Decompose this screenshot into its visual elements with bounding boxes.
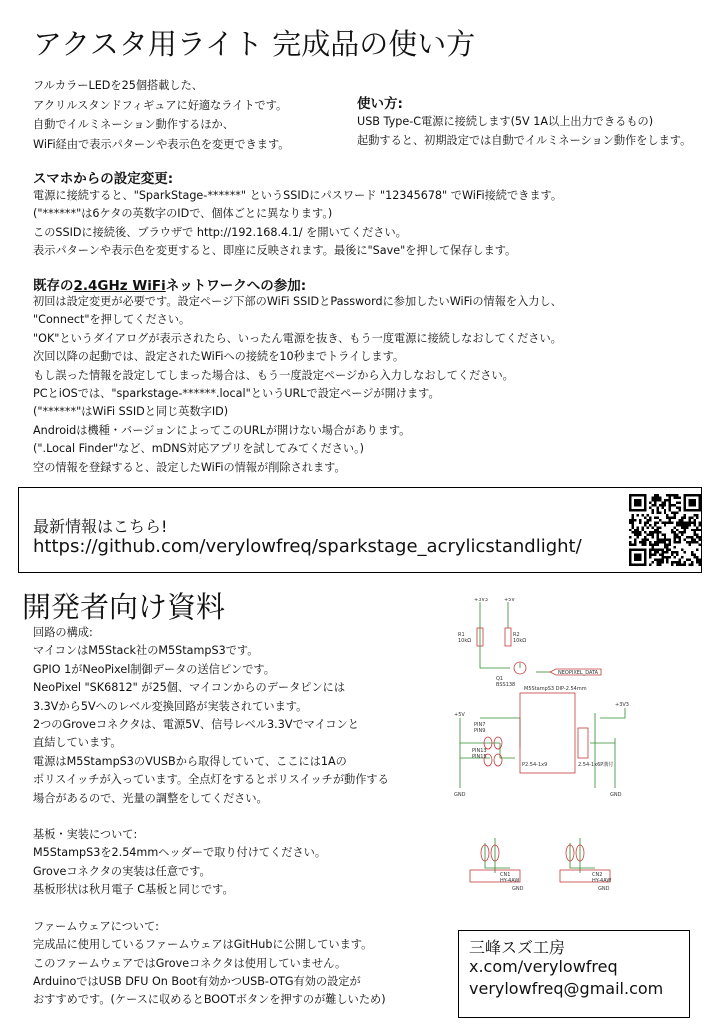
intro-line: フルカラーLEDを25個搭載した、 (33, 79, 203, 92)
wifi-text (33, 293, 562, 477)
intro-line: 自動でイルミネーション動作するほか、 (33, 118, 234, 131)
firmware-line: ArduinoではUSB DFU On Boot有効かつUSB-OTG有効の設定が (33, 974, 361, 988)
sch-label: GND (454, 792, 466, 798)
firmware-line: おすすめです。(ケースに収めるとBOOTボタンを押すのが難しいため) (33, 993, 386, 1007)
sch-label: 2.54-1x6P溝付 (578, 762, 614, 768)
wifi-line: 次回以降の起動では、設定されたWiFiへの接続を10秒までトライします。 (33, 350, 405, 364)
developer-text (33, 624, 389, 1010)
board-line: M5StampS3を2.54mmヘッダーで取り付けてください。 (33, 846, 327, 860)
sch-label: +5V (454, 712, 465, 718)
sch-label: PIN13 (472, 748, 487, 754)
developer-heading: 開発者向け資料 (22, 590, 226, 624)
circuit-line: 電源はM5StampS3のVUSBから取得していて、ここには1Aの (33, 754, 347, 768)
sch-label: P2.54-1x9 (522, 762, 548, 768)
sch-label: R1 (458, 632, 465, 638)
circuit-line: 2つのGroveコネクタは、電源5V、信号レベル3.3Vでマイコンと (33, 718, 359, 732)
intro-text (33, 76, 289, 154)
sch-label: R2 (513, 632, 520, 638)
circuit-line: マイコンはM5Stack社のM5StampS3です。 (33, 644, 259, 658)
wifi-line: "Connect"を押してください。 (33, 313, 191, 327)
sch-label: GND (610, 792, 622, 798)
latest-info-label: 最新情報はこちら! (33, 517, 168, 536)
board-heading: 基板・実装について: (33, 828, 138, 842)
wifi-heading-pre: 既存の (33, 278, 74, 294)
wifi-heading (33, 274, 306, 294)
usage-line: USB Type-C電源に接続します(5V 1A以上出力できるもの) (357, 115, 654, 128)
wifi-line: Androidは機種・バージョンによってこのURLが開けない場合があります。 (33, 423, 411, 437)
usage-line: 起動すると、初期設定では自動でイルミネーション動作をします。 (357, 134, 692, 147)
contact-name: 三峰スズ工房 (469, 938, 566, 957)
circuit-line: GPIO 1がNeoPixel制御データの送信ピンです。 (33, 662, 275, 676)
sch-label: 10kΩ (458, 638, 472, 644)
contact-x-link[interactable]: x.com/verylowfreq (469, 957, 618, 976)
circuit-line: ポリスイッチが入っています。全点灯をするとポリスイッチが動作する (33, 773, 389, 787)
board-line: Groveコネクタの実装は任意です。 (33, 864, 211, 878)
circuit-line: 場合があるので、光量の調整をしてください。 (33, 791, 268, 805)
sch-label: +5V (504, 598, 515, 603)
circuit-schematic (450, 598, 660, 898)
sch-label: CN2 (592, 872, 603, 878)
circuit-line: 直結しています。 (33, 736, 122, 750)
usage-text (357, 112, 691, 150)
sch-label: +3V3 (615, 702, 629, 708)
sch-label: PIN9 (474, 728, 486, 734)
wifi-line: 空の情報を登録すると、設定したWiFiの情報が削除されます。 (33, 460, 346, 474)
intro-line: アクリルスタンドフィギュアに好適なライトです。 (33, 98, 288, 112)
intro-line: WiFi経由で表示パターンや表示色を変更できます。 (33, 137, 290, 151)
smartphone-line: このSSIDに接続後、ブラウザで http://192.168.4.1/ を開いてください。 (33, 225, 407, 239)
sch-label: NEOPIXEL_DATA (558, 670, 599, 676)
wifi-line: もし誤った情報を設定してしまった場合は、もう一度設定ページから入力しなおしてください。 (33, 368, 514, 382)
circuit-line: 3.3Vから5Vへのレベル変換回路が実装されています。 (33, 699, 308, 713)
board-line: 基板形状は秋月電子 C基板と同じです。 (33, 883, 234, 897)
firmware-heading: ファームウェアについて: (33, 919, 159, 933)
smartphone-text (33, 187, 562, 261)
sch-label: BSS138 (496, 682, 516, 688)
firmware-line: 完成品に使用しているファームウェアはGitHubに公開しています。 (33, 938, 373, 952)
sch-label: 10kΩ (513, 638, 527, 644)
firmware-line: このファームウェアではGroveコネクタは使用していません。 (33, 956, 347, 970)
wifi-line: "OK"というダイアログが表示されたら、いったん電源を抜き、もう一度電源に接続しなおしてください。 (33, 331, 562, 345)
wifi-heading-post: ネットワークへの参加: (165, 278, 307, 294)
latest-info-box (18, 487, 702, 573)
sch-label: +3V3 (474, 598, 488, 603)
sch-label: PIN7 (474, 722, 486, 728)
wifi-line: 初回は設定変更が必要です。設定ページ下部のWiFi SSIDとPasswordに参加したいWiFiの情報を入力し、 (33, 295, 562, 308)
smartphone-line: ("******"は6ケタの英数字のIDで、個体ごとに異なります。) (33, 207, 333, 221)
wifi-line: ("******"はWiFi SSIDと同じ英数字ID) (33, 405, 229, 419)
contact-email[interactable]: verylowfreq@gmail.com (469, 979, 664, 998)
circuit-line: NeoPixel "SK6812" が25個、マイコンからのデータピンには (33, 681, 346, 695)
contact-box (458, 930, 690, 1018)
sch-label: GND (598, 886, 610, 892)
circuit-heading: 回路の構成: (33, 626, 93, 639)
sch-label: CN1 (500, 872, 511, 878)
sch-label: Q1 (496, 676, 504, 682)
wifi-line: (".Local Finder"など、mDNS対応アプリを試してみてください。) (33, 442, 365, 456)
sch-label: GND (512, 886, 524, 892)
smartphone-heading: スマホからの設定変更: (33, 171, 174, 187)
sch-label: PIN15 (472, 754, 487, 760)
github-url[interactable]: https://github.com/verylowfreq/sparkstage_acrylicstandlight/ (33, 536, 582, 557)
sch-label: HY-4AW (592, 878, 612, 884)
qr-code-icon[interactable] (629, 494, 701, 566)
wifi-line: PCとiOSでは、"sparkstage-******.local"というURLで設定ページが開けます。 (33, 387, 440, 401)
page-title: アクスタ用ライト 完成品の使い方 (33, 27, 476, 61)
usage-heading: 使い方: (357, 96, 403, 112)
sch-label: M5StampS3 DIP-2.54mm (524, 686, 587, 692)
sch-label: HY-4AW (500, 878, 520, 884)
wifi-heading-underlined: 2.4GHz WiFi (73, 278, 166, 294)
smartphone-line: 表示パターンや表示色を変更すると、即座に反映されます。最後に"Save"を押して保存します。 (33, 244, 517, 258)
smartphone-line: 電源に接続すると、"SparkStage-******" というSSIDにパスワード "12345678" でWiFi接続できます。 (33, 189, 563, 202)
